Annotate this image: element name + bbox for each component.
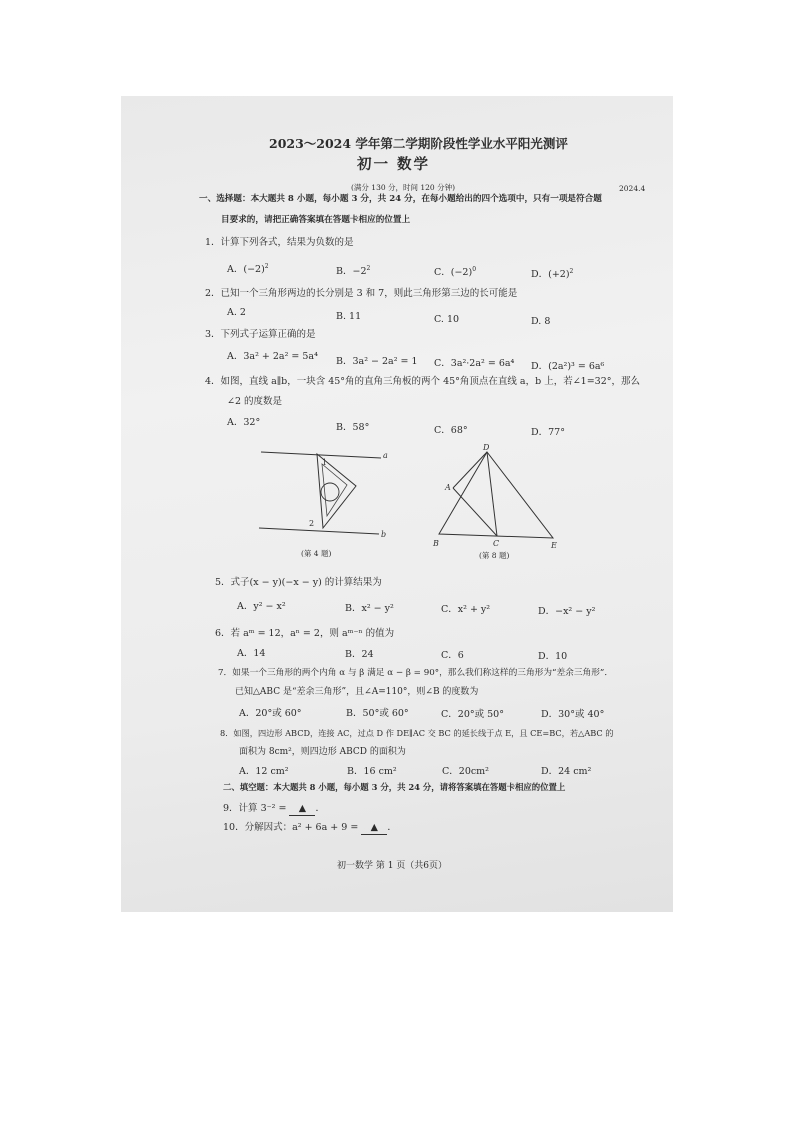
q5-option-c: C．x² + y² — [441, 604, 491, 615]
exam-title: 2023～2024 学年第二学期阶段性学业水平阳光测评 — [269, 136, 568, 151]
q3-option-c: C．3a²·2a² = 6a⁴ — [434, 358, 515, 369]
q9: 9．计算 3⁻² = ▲ ． — [223, 803, 325, 814]
segment-ad — [453, 452, 487, 488]
segment-dc — [487, 452, 497, 536]
q2-option-a: A. 2 — [227, 307, 246, 318]
label-B: B — [433, 539, 439, 548]
q1-option-b: B．$-2^2$ — [336, 265, 371, 278]
set-square-hole — [321, 483, 339, 501]
q8-stem-cont: 面积为 8cm²，则四边形 ABCD 的面积为 — [239, 747, 406, 757]
page-footer: 初一数学 第 1 页（共6页） — [337, 861, 448, 871]
exam-paper — [121, 96, 673, 912]
q5-option-d: D．−x² − y² — [538, 606, 596, 617]
label-angle-2: 2 — [309, 519, 315, 528]
q3-option-a: A．3a² + 2a² = 5a⁴ — [227, 351, 318, 362]
q5-option-a: A．y² − x² — [237, 601, 286, 612]
section1-header-cont: 目要求的，请把正确答案填在答题卡相应的位置上 — [221, 215, 411, 225]
q3-option-d: D．(2a²)³ = 6a⁶ — [531, 361, 605, 372]
q4-stem: 4．如图，直线 a∥b，一块含 45°角的直角三角板的两个 45°角顶点在直线 a，b 上，若∠1=32°，那么 — [205, 376, 641, 387]
segment-ac — [453, 488, 497, 536]
q8-option-b: B．16 cm² — [347, 766, 397, 777]
q5-stem: 5．式子(x − y)(−x − y) 的计算结果为 — [215, 577, 382, 588]
q1-stem: 1．计算下列各式，结果为负数的是 — [205, 237, 354, 248]
q7-stem: 7．如果一个三角形的两个内角 α 与 β 满足 α − β = 90°，那么我们称这样的三角形为“差余三角形”． — [218, 668, 614, 678]
q7-option-a: A．20°或 60° — [239, 708, 302, 719]
fig4-caption: (第 4 题) — [301, 549, 332, 558]
q2-option-b: B. 11 — [336, 311, 362, 322]
q1-option-c: C．$(-2)^0$ — [434, 266, 477, 279]
exam-date: 2024.4 — [619, 184, 646, 193]
q2-option-d: D. 8 — [531, 316, 551, 327]
q7-option-b: B．50°或 60° — [346, 708, 409, 719]
q4-option-a: A．32° — [227, 417, 261, 428]
q6-stem: 6．若 aᵐ = 12，aⁿ = 2，则 aᵐ⁻ⁿ 的值为 — [215, 628, 395, 639]
figure-q8 — [431, 443, 561, 550]
q1-option-d: D．$(+2)^2$ — [531, 268, 574, 281]
label-D: D — [483, 443, 490, 452]
q10: 10．分解因式：a² + 6a + 9 = ▲ ． — [223, 822, 397, 833]
label-A: A — [445, 483, 451, 492]
q4-option-d: D．77° — [531, 427, 565, 438]
q6-option-b: B．24 — [345, 649, 374, 660]
q6-option-a: A．14 — [237, 648, 266, 659]
section1-header: 一、选择题：本大题共 8 小题，每小题 3 分，共 24 分，在每小题给出的四个选项中，只有一项是符合题 — [199, 194, 602, 204]
q5-option-b: B．x² − y² — [345, 603, 394, 614]
q2-stem: 2．已知一个三角形两边的长分别是 3 和 7，则此三角形第三边的长可能是 — [205, 288, 518, 299]
q6-option-d: D．10 — [538, 651, 568, 662]
q10-answer-blank: ▲ — [361, 822, 387, 835]
label-E: E — [551, 541, 557, 550]
label-a: a — [383, 451, 388, 460]
q2-option-c: C. 10 — [434, 314, 460, 325]
q7-option-c: C．20°或 50° — [441, 709, 504, 720]
section2-header: 二、填空题：本大题共 8 小题，每小题 3 分，共 24 分，请将答案填在答题卡相应的位置上 — [223, 782, 566, 792]
q8-option-d: D．24 cm² — [541, 766, 592, 777]
exam-subject: 初一 数学 — [357, 156, 431, 173]
q4-option-c: C．68° — [434, 425, 468, 436]
q7-stem-cont: 已知△ABC 是“差余三角形”，且∠A=110°，则∠B 的度数为 — [235, 687, 479, 697]
label-C: C — [493, 539, 500, 548]
q4-stem-cont: ∠2 的度数是 — [227, 396, 283, 407]
q6-option-c: C．6 — [441, 650, 464, 661]
fig8-caption: (第 8 题) — [479, 551, 510, 560]
exam-info: (满分 130 分，时间 120 分钟) — [351, 183, 456, 192]
q8-option-a: A．12 cm² — [239, 766, 289, 777]
q3-option-b: B．3a² − 2a² = 1 — [336, 356, 418, 367]
label-b: b — [381, 530, 387, 539]
q8-stem: 8．如图，四边形 ABCD，连接 AC，过点 D 作 DE∥AC 交 BC 的延长线于点 E，且 CE=BC，若△ABC 的 — [220, 728, 614, 738]
q9-answer-blank: ▲ — [289, 803, 315, 816]
q4-option-b: B．58° — [336, 422, 370, 433]
figure-q4 — [251, 444, 391, 556]
set-square-inner — [322, 464, 347, 516]
line-b — [259, 528, 379, 534]
q8-option-c: C．20cm² — [442, 766, 489, 777]
label-angle-1: 1 — [322, 458, 328, 467]
q1-option-a: A．$(-2)^2$ — [227, 263, 269, 276]
q3-stem: 3．下列式子运算正确的是 — [205, 329, 316, 340]
q7-option-d: D．30°或 40° — [541, 709, 605, 720]
